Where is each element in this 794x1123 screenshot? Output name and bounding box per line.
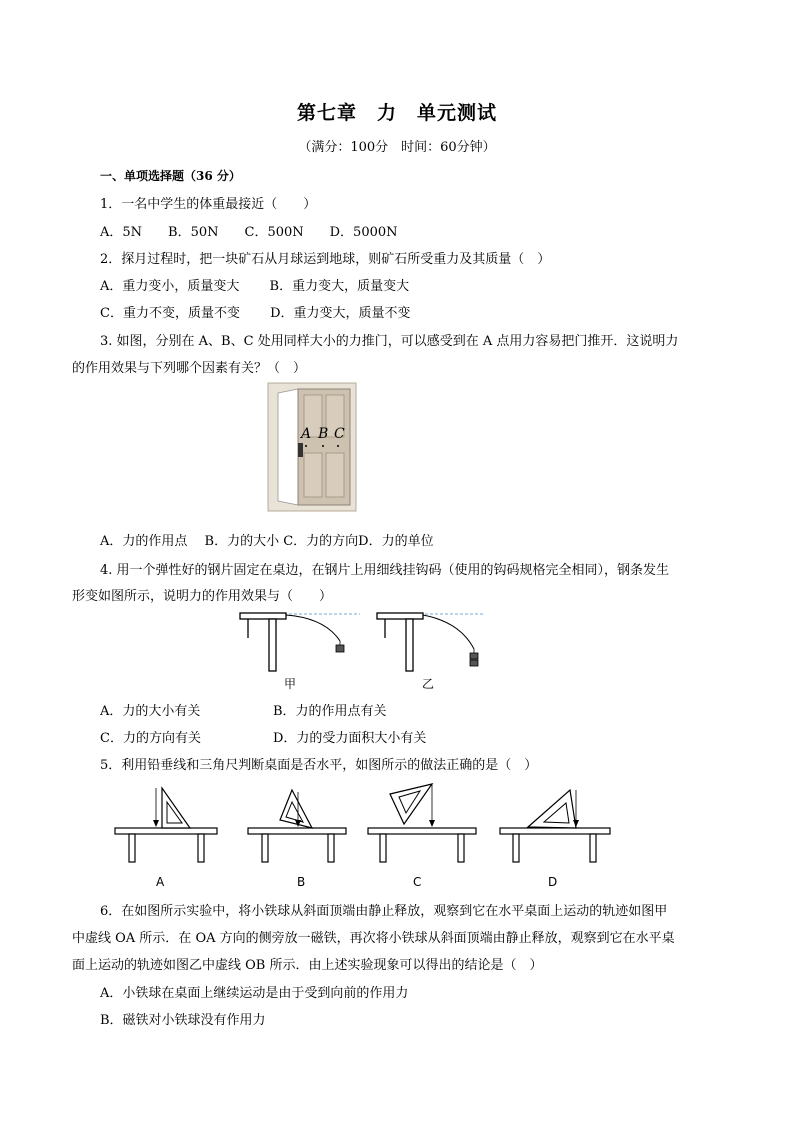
question-1-stem: 1．一名中学生的体重最接近（ ） bbox=[100, 197, 317, 212]
door-figure bbox=[268, 383, 358, 513]
question-2-options-ab: A．重力变小，质量变大 B．重力变大，质量变大 bbox=[100, 279, 410, 294]
question-1-options: A．5N B．50N C．500N D．5000N bbox=[100, 225, 398, 240]
strip-figure-jia bbox=[240, 613, 360, 671]
strip-figure-yi bbox=[377, 613, 485, 671]
question-4-option-b: B．力的作用点有关 bbox=[273, 704, 387, 719]
figure-option-a bbox=[115, 788, 217, 862]
question-3-stem-line1: 3. 如图，分别在 A、B、C 处用同样大小的力推门，可以感受到在 A 点用力容易把门推开．这说明力 bbox=[100, 334, 679, 349]
door-label-c: C bbox=[334, 426, 345, 442]
question-4-option-c: C．力的方向有关 bbox=[100, 731, 201, 746]
section-heading: 一、单项选择题（36 分） bbox=[100, 169, 241, 183]
question-6-stem-line2: 中虚线 OA 所示．在 OA 方向的侧旁放一磁铁，再次将小铁球从斜面顶端由静止释放，观察到它在水平桌 bbox=[72, 931, 675, 946]
exam-info: （满分：100分 时间：60分钟） bbox=[298, 140, 496, 155]
figure-option-d bbox=[500, 790, 610, 862]
question-2-stem: 2．探月过程时，把一块矿石从月球运到地球，则矿石所受重力及其质量（ ） bbox=[100, 252, 551, 267]
question-3-options: A．力的作用点 B．力的大小 C．力的方向D．力的单位 bbox=[100, 534, 434, 549]
page-title: 第七章 力 单元测试 bbox=[296, 102, 497, 124]
level-check-figure bbox=[110, 780, 620, 890]
door-label-b: B bbox=[318, 426, 329, 442]
level-label-d: D bbox=[548, 875, 558, 889]
door-label-a: A bbox=[301, 426, 312, 442]
question-6-stem-line3: 面上运动的轨迹如图乙中虚线 OB 所示．由上述实验现象可以得出的结论是（ ） bbox=[72, 958, 543, 973]
level-label-a: A bbox=[156, 875, 165, 889]
question-3-stem-line2: 的作用效果与下列哪个因素有关？（ ） bbox=[72, 361, 307, 376]
level-label-c: C bbox=[413, 875, 422, 889]
question-6-option-a: A．小铁球在桌面上继续运动是由于受到向前的作用力 bbox=[100, 986, 409, 1001]
figure-option-b bbox=[248, 790, 346, 862]
question-4-option-a: A．力的大小有关 bbox=[100, 704, 201, 719]
question-4-stem-line1: 4. 用一个弹性好的钢片固定在桌边，在钢片上用细线挂钩码（使用的钩码规格完全相同），钢条发生 bbox=[100, 563, 670, 578]
steel-strip-figure bbox=[240, 608, 490, 693]
strip-label-jia: 甲 bbox=[284, 677, 297, 691]
question-6-stem-line1: 6．在如图所示实验中，将小铁球从斜面顶端由静止释放，观察到它在水平桌面上运动的轨迹如图甲 bbox=[100, 904, 668, 919]
strip-label-yi: 乙 bbox=[422, 677, 435, 691]
question-4-stem-line2: 形变如图所示，说明力的作用效果与（ ） bbox=[72, 589, 333, 604]
level-label-b: B bbox=[297, 875, 306, 889]
question-5-stem: 5．利用铅垂线和三角尺判断桌面是否水平，如图所示的做法正确的是（ ） bbox=[100, 758, 538, 773]
question-6-option-b: B．磁铁对小铁球没有作用力 bbox=[100, 1013, 266, 1028]
question-2-options-cd: C．重力不变，质量不变 D．重力变大，质量不变 bbox=[100, 306, 411, 321]
question-4-option-d: D．力的受力面积大小有关 bbox=[273, 731, 427, 746]
figure-option-c bbox=[368, 784, 476, 862]
